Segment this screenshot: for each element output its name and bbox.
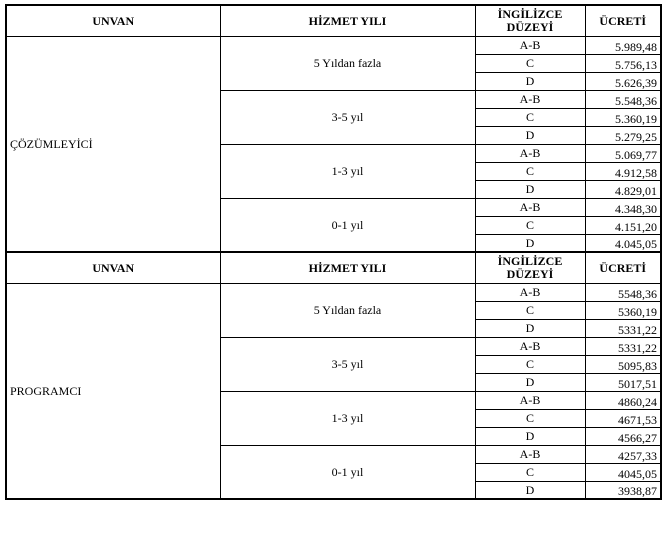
service-years-cell: 3-5 yıl: [220, 337, 475, 391]
wage-cell: 5.626,39: [585, 72, 661, 90]
english-level-cell: D: [475, 72, 585, 90]
wage-cell: 4.829,01: [585, 180, 661, 198]
wage-cell: 5.548,36: [585, 90, 661, 108]
english-level-cell: A-B: [475, 90, 585, 108]
table-row: [6, 36, 661, 54]
table-row: [6, 283, 661, 301]
header-title: UNVAN: [6, 252, 220, 283]
english-level-cell: C: [475, 216, 585, 234]
wage-cell: 4566,27: [585, 427, 661, 445]
job-title-cell: PROGRAMCI: [6, 283, 220, 499]
wage-cell: 5.989,48: [585, 36, 661, 54]
english-level-cell: C: [475, 54, 585, 72]
wage-cell: 5.756,13: [585, 54, 661, 72]
wage-cell: 4860,24: [585, 391, 661, 409]
english-level-cell: A-B: [475, 198, 585, 216]
header-english-line2: DÜZEYİ: [506, 19, 554, 34]
wage-cell: 5548,36: [585, 283, 661, 301]
service-years-cell: 0-1 yıl: [220, 198, 475, 252]
english-level-cell: A-B: [475, 283, 585, 301]
wage-cell: 4671,53: [585, 409, 661, 427]
service-years-cell: 5 Yıldan fazla: [220, 36, 475, 90]
wage-cell: 5017,51: [585, 373, 661, 391]
wage-cell: 4045,05: [585, 463, 661, 481]
header-title: UNVAN: [6, 5, 220, 36]
english-level-cell: D: [475, 319, 585, 337]
header-row: [6, 252, 661, 283]
english-level-cell: A-B: [475, 36, 585, 54]
english-level-cell: C: [475, 409, 585, 427]
service-years-cell: 1-3 yıl: [220, 391, 475, 445]
english-level-cell: C: [475, 301, 585, 319]
wage-cell: 4.151,20: [585, 216, 661, 234]
header-english-level: [475, 5, 585, 36]
english-level-cell: D: [475, 234, 585, 252]
wage-cell: 5.069,77: [585, 144, 661, 162]
header-years: HİZMET YILI: [220, 252, 475, 283]
wage-cell: 5095,83: [585, 355, 661, 373]
english-level-cell: A-B: [475, 144, 585, 162]
salary-table-body: [6, 5, 661, 499]
english-level-cell: C: [475, 108, 585, 126]
english-level-cell: A-B: [475, 337, 585, 355]
english-level-cell: D: [475, 481, 585, 499]
job-title-cell: ÇÖZÜMLEYİCİ: [6, 36, 220, 252]
wage-cell: 5.279,25: [585, 126, 661, 144]
service-years-cell: 0-1 yıl: [220, 445, 475, 499]
header-english-line1: İNGİLİZCE: [497, 253, 563, 268]
english-level-cell: C: [475, 162, 585, 180]
wage-cell: 4.348,30: [585, 198, 661, 216]
wage-cell: 5.360,19: [585, 108, 661, 126]
english-level-cell: D: [475, 427, 585, 445]
salary-table-container: [5, 4, 662, 500]
wage-cell: 5360,19: [585, 301, 661, 319]
english-level-cell: A-B: [475, 445, 585, 463]
wage-cell: 4.045,05: [585, 234, 661, 252]
wage-cell: 3938,87: [585, 481, 661, 499]
header-years: HİZMET YILI: [220, 5, 475, 36]
header-english-line2: DÜZEYİ: [506, 266, 554, 281]
header-wage: ÜCRETİ: [585, 252, 661, 283]
header-row: [6, 5, 661, 36]
english-level-cell: C: [475, 355, 585, 373]
header-english-line1: İNGİLİZCE: [497, 6, 563, 21]
service-years-cell: 3-5 yıl: [220, 90, 475, 144]
wage-cell: 5331,22: [585, 337, 661, 355]
header-wage: ÜCRETİ: [585, 5, 661, 36]
wage-cell: 4257,33: [585, 445, 661, 463]
service-years-cell: 1-3 yıl: [220, 144, 475, 198]
english-level-cell: D: [475, 373, 585, 391]
service-years-cell: 5 Yıldan fazla: [220, 283, 475, 337]
salary-table: [5, 4, 662, 500]
wage-cell: 5331,22: [585, 319, 661, 337]
english-level-cell: C: [475, 463, 585, 481]
wage-cell: 4.912,58: [585, 162, 661, 180]
english-level-cell: A-B: [475, 391, 585, 409]
header-english-level: [475, 252, 585, 283]
english-level-cell: D: [475, 126, 585, 144]
english-level-cell: D: [475, 180, 585, 198]
